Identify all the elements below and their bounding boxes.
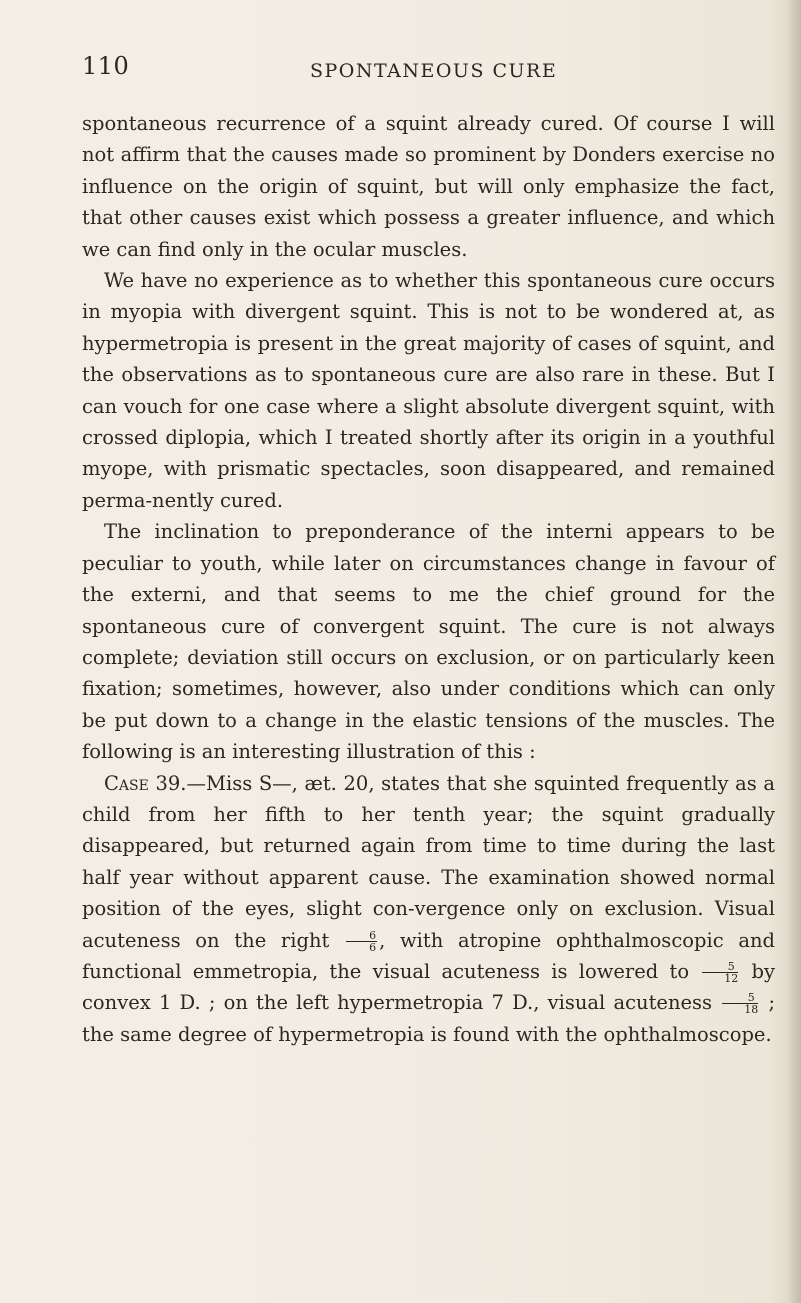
- fraction-right-acuity: [346, 930, 377, 953]
- case-label: Case 39.: [104, 771, 187, 795]
- page-header: [82, 52, 772, 88]
- paragraph-2: We have no experience as to whether this spontaneous cure occurs in myopia with divergent squint. This is not to be wondered at, as hypermetropia is present in the great majority of cases of squint, and the observations as to spontaneous cure are also rare in these. But I can vouch for one case where a slight absolute divergent squint, with crossed diplopia, which I treated shortly after its origin in a youthful myope, with prismatic spectacles, soon disappeared, and remained perma-nently cured.: [82, 269, 775, 512]
- paragraph-1: spontaneous recurrence of a squint already cured. Of course I will not affirm that the causes made so prominent by Donders exercise no influence on the origin of squint, but will only emphasize the fact, that other causes exist which possess a greater influence, and which we can find only in the ocular muscles.: [82, 112, 775, 261]
- body-text: [82, 108, 775, 1050]
- case-text-c: by convex 1 D. ; on the left hypermetropia 7 D., visual acuteness: [82, 959, 775, 1015]
- case-text-b: , with atropine ophthalmoscopic and functional emmetropia, the visual acuteness is lowered to: [82, 928, 775, 983]
- fraction-lowered-acuity: [702, 961, 738, 984]
- paragraph-3: The inclination to preponderance of the interni appears to be peculiar to youth, while later on circumstances change in favour of the externi, and that seems to me the chief ground for the spontaneous cure of convergent squint. The cure is not always complete; deviation still occurs on exclusion, or on particularly keen fixation; sometimes, however, also under conditions which can only be put down to a change in the elastic tensions of the muscles. The following is an interesting illustration of this :: [82, 520, 775, 764]
- fraction-left-acuity: [722, 992, 758, 1015]
- fraction-numerator: 5: [722, 992, 758, 1004]
- fraction-denominator: 6: [369, 940, 377, 954]
- fraction-denominator: 12: [724, 971, 739, 985]
- running-head: SPONTANEOUS CURE: [310, 60, 558, 82]
- paragraph-case-39: [82, 768, 775, 1051]
- fraction-numerator: 6: [346, 930, 377, 942]
- case-text-a: —Miss S—, æt. 20, states that she squinted frequently as a child from her fifth to her tenth year; the squint gradually disappeared, but returned again from time to time during the last half year without apparent cause. The examination showed normal position of the eyes, slight con-vergence only on exclusion. Visual acuteness on the right: [82, 771, 775, 952]
- page-edge-shadow: [787, 0, 801, 1303]
- case-text-d: ; the same degree of hypermetropia is found with the ophthalmoscope.: [82, 991, 776, 1046]
- fraction-denominator: 18: [744, 1003, 759, 1017]
- fraction-numerator: 5: [702, 961, 738, 973]
- page-number: 110: [82, 52, 130, 80]
